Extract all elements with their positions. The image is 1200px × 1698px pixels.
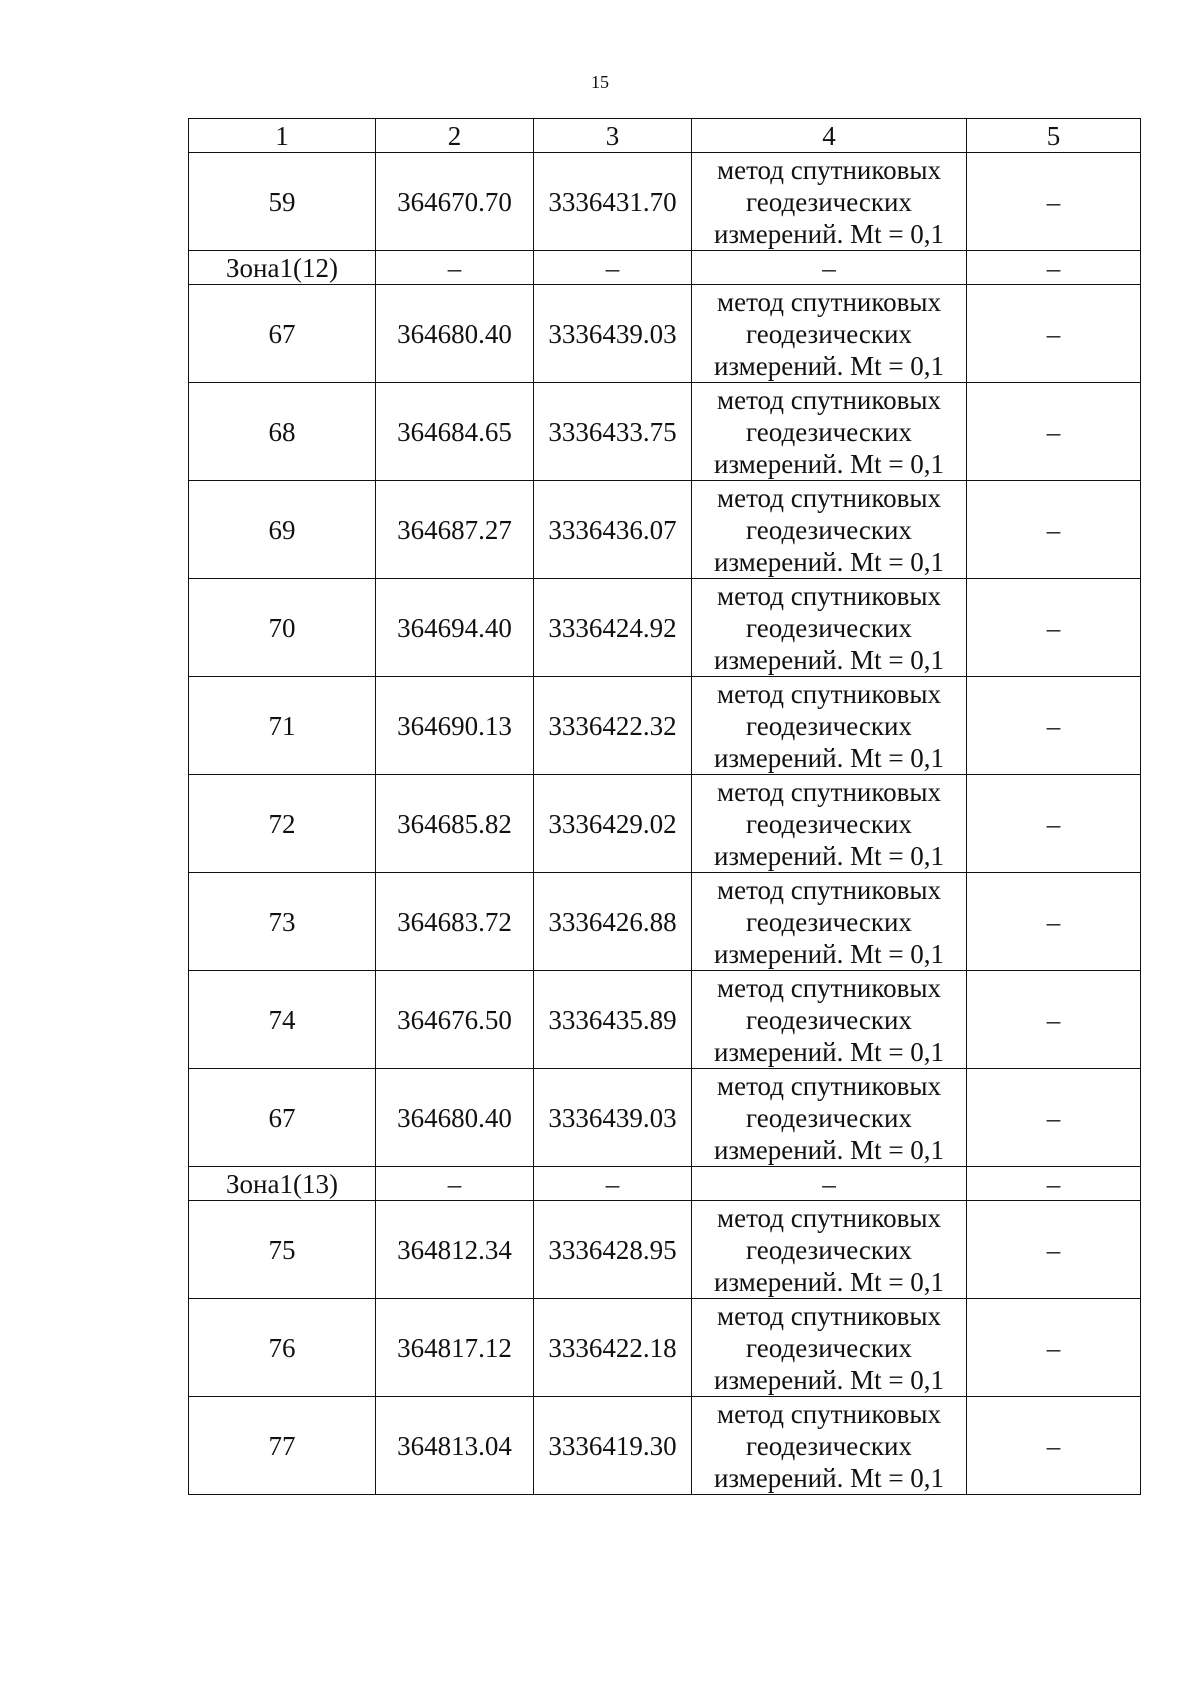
y-coordinate-cell: – xyxy=(534,251,692,285)
column-header: 1 xyxy=(189,119,376,153)
x-coordinate-cell: 364676.50 xyxy=(376,971,534,1069)
table-row xyxy=(189,383,1141,481)
y-coordinate-cell: 3336428.95 xyxy=(534,1201,692,1299)
y-coordinate-cell: 3336424.92 xyxy=(534,579,692,677)
note-cell: – xyxy=(967,1299,1141,1397)
x-coordinate-cell: 364813.04 xyxy=(376,1397,534,1495)
note-cell: – xyxy=(967,285,1141,383)
x-coordinate-cell: 364670.70 xyxy=(376,153,534,251)
note-cell: – xyxy=(967,775,1141,873)
note-cell: – xyxy=(967,1167,1141,1201)
method-cell: метод спутниковых геодезических измерений. Mt = 0,1 xyxy=(692,775,967,873)
zone-label-cell: Зона1(13) xyxy=(189,1167,376,1201)
method-cell: метод спутниковых геодезических измерений. Mt = 0,1 xyxy=(692,1069,967,1167)
y-coordinate-cell: 3336439.03 xyxy=(534,1069,692,1167)
zone-row xyxy=(189,251,1141,285)
y-coordinate-cell: 3336422.32 xyxy=(534,677,692,775)
note-cell: – xyxy=(967,873,1141,971)
note-cell: – xyxy=(967,1201,1141,1299)
y-coordinate-cell: 3336419.30 xyxy=(534,1397,692,1495)
note-cell: – xyxy=(967,251,1141,285)
point-number-cell: 73 xyxy=(189,873,376,971)
table-row xyxy=(189,1397,1141,1495)
table-row xyxy=(189,775,1141,873)
page-number: 15 xyxy=(591,72,609,92)
note-cell: – xyxy=(967,153,1141,251)
point-number-cell: 59 xyxy=(189,153,376,251)
note-cell: – xyxy=(967,1397,1141,1495)
method-cell: метод спутниковых геодезических измерений. Mt = 0,1 xyxy=(692,481,967,579)
y-coordinate-cell: 3336436.07 xyxy=(534,481,692,579)
table-row xyxy=(189,285,1141,383)
y-coordinate-cell: 3336439.03 xyxy=(534,285,692,383)
table-header-row xyxy=(189,119,1141,153)
y-coordinate-cell: 3336431.70 xyxy=(534,153,692,251)
point-number-cell: 72 xyxy=(189,775,376,873)
table-row xyxy=(189,481,1141,579)
x-coordinate-cell: 364685.82 xyxy=(376,775,534,873)
table-row xyxy=(189,1201,1141,1299)
table-row xyxy=(189,579,1141,677)
point-number-cell: 67 xyxy=(189,285,376,383)
table-row xyxy=(189,1299,1141,1397)
table-row xyxy=(189,971,1141,1069)
x-coordinate-cell: 364687.27 xyxy=(376,481,534,579)
coordinates-table xyxy=(188,118,1141,1495)
note-cell: – xyxy=(967,1069,1141,1167)
table-row xyxy=(189,873,1141,971)
y-coordinate-cell: 3336435.89 xyxy=(534,971,692,1069)
x-coordinate-cell: 364817.12 xyxy=(376,1299,534,1397)
method-cell: метод спутниковых геодезических измерений. Mt = 0,1 xyxy=(692,285,967,383)
zone-label-cell: Зона1(12) xyxy=(189,251,376,285)
note-cell: – xyxy=(967,383,1141,481)
table-row xyxy=(189,1069,1141,1167)
note-cell: – xyxy=(967,481,1141,579)
method-cell: – xyxy=(692,1167,967,1201)
x-coordinate-cell: – xyxy=(376,251,534,285)
table-row xyxy=(189,677,1141,775)
point-number-cell: 68 xyxy=(189,383,376,481)
zone-row xyxy=(189,1167,1141,1201)
point-number-cell: 69 xyxy=(189,481,376,579)
x-coordinate-cell: – xyxy=(376,1167,534,1201)
method-cell: метод спутниковых геодезических измерений. Mt = 0,1 xyxy=(692,579,967,677)
y-coordinate-cell: 3336426.88 xyxy=(534,873,692,971)
method-cell: метод спутниковых геодезических измерений. Mt = 0,1 xyxy=(692,677,967,775)
method-cell: метод спутниковых геодезических измерений. Mt = 0,1 xyxy=(692,1397,967,1495)
point-number-cell: 75 xyxy=(189,1201,376,1299)
method-cell: метод спутниковых геодезических измерений. Mt = 0,1 xyxy=(692,1201,967,1299)
method-cell: метод спутниковых геодезических измерений. Mt = 0,1 xyxy=(692,1299,967,1397)
column-header: 5 xyxy=(967,119,1141,153)
method-cell: метод спутниковых геодезических измерений. Mt = 0,1 xyxy=(692,971,967,1069)
point-number-cell: 74 xyxy=(189,971,376,1069)
method-cell: – xyxy=(692,251,967,285)
x-coordinate-cell: 364690.13 xyxy=(376,677,534,775)
x-coordinate-cell: 364680.40 xyxy=(376,1069,534,1167)
note-cell: – xyxy=(967,677,1141,775)
column-header: 2 xyxy=(376,119,534,153)
point-number-cell: 77 xyxy=(189,1397,376,1495)
table-row xyxy=(189,153,1141,251)
x-coordinate-cell: 364694.40 xyxy=(376,579,534,677)
point-number-cell: 71 xyxy=(189,677,376,775)
point-number-cell: 70 xyxy=(189,579,376,677)
x-coordinate-cell: 364683.72 xyxy=(376,873,534,971)
y-coordinate-cell: – xyxy=(534,1167,692,1201)
y-coordinate-cell: 3336429.02 xyxy=(534,775,692,873)
note-cell: – xyxy=(967,971,1141,1069)
point-number-cell: 67 xyxy=(189,1069,376,1167)
note-cell: – xyxy=(967,579,1141,677)
method-cell: метод спутниковых геодезических измерений. Mt = 0,1 xyxy=(692,153,967,251)
method-cell: метод спутниковых геодезических измерений. Mt = 0,1 xyxy=(692,383,967,481)
x-coordinate-cell: 364684.65 xyxy=(376,383,534,481)
x-coordinate-cell: 364680.40 xyxy=(376,285,534,383)
method-cell: метод спутниковых геодезических измерений. Mt = 0,1 xyxy=(692,873,967,971)
y-coordinate-cell: 3336433.75 xyxy=(534,383,692,481)
point-number-cell: 76 xyxy=(189,1299,376,1397)
y-coordinate-cell: 3336422.18 xyxy=(534,1299,692,1397)
column-header: 4 xyxy=(692,119,967,153)
column-header: 3 xyxy=(534,119,692,153)
x-coordinate-cell: 364812.34 xyxy=(376,1201,534,1299)
table-body xyxy=(189,153,1141,1495)
